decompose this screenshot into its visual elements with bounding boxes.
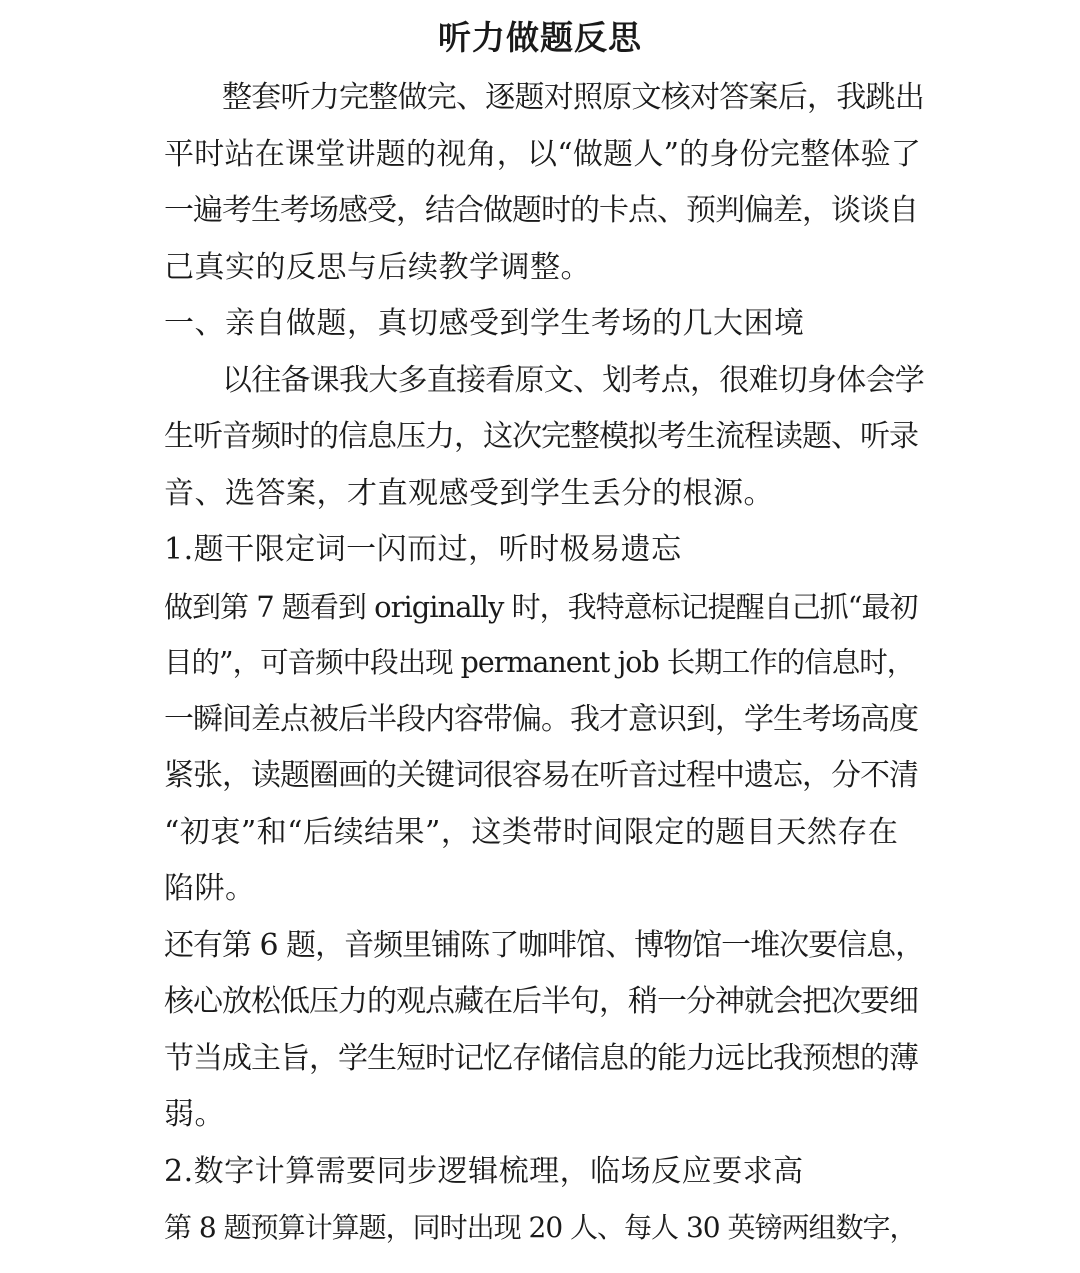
paragraph-line: 目的”，可音频中段出现 permanent job 长期工作的信息时， [164,646,915,679]
paragraph-line: 一遍考生考场感受，结合做题时的卡点、预判偏差，谈谈自 [164,193,918,228]
paragraph-line: 己真实的反思与后续教学调整。 [164,249,591,285]
document-body [164,70,924,1257]
paragraph-line: 弱。 [164,1097,225,1132]
paragraph-line: 以往备课我大多直接看原文、划考点，很难切身体会学 [222,362,924,398]
paragraph-line: 平时站在课堂讲题的视角，以“做题人”的身份完整体验了 [164,136,922,172]
subsection-heading: 1.题干限定词一闪而过，听时极易遗忘 [164,532,682,567]
paragraph-line: 核心放松低压力的观点藏在后半句，稍一分神就会把次要细 [164,984,918,1019]
paragraph-line: 第 8 题预算计算题，同时出现 20 人、每人 30 英镑两组数字， [164,1211,917,1244]
paragraph-line: 整套听力完整做完、逐题对照原文核对答案后，我跳出 [222,80,924,115]
paragraph-line: 陷阱。 [164,871,256,906]
section-heading: 一、亲自做题，真切感受到学生考场的几大困境 [164,306,805,341]
paragraph-line: “初衷”和“后续结果”，这类带时间限定的题目天然存在 [164,814,899,850]
paragraph-line: 生听音频时的信息压力，这次完整模拟考生流程读题、听录 [164,419,918,454]
paragraph-line: 音、选答案，才直观感受到学生丢分的根源。 [164,475,774,511]
paragraph-line: 一瞬间差点被后半段内容带偏。我才意识到，学生考场高度 [164,701,918,737]
paragraph-line: 还有第 6 题，音频里铺陈了咖啡馆、博物馆一堆次要信息， [164,927,925,963]
paragraph-line: 做到第 7 题看到 originally 时，我特意标记提醒自己抓“最初 [164,589,918,624]
paragraph-line: 节当成主旨，学生短时记忆存储信息的能力远比我预想的薄 [164,1040,918,1076]
paragraph-line: 紧张，读题圈画的关键词很容易在听音过程中遗忘，分不清 [164,758,918,793]
subsection-heading: 2.数字计算需要同步逻辑梳理，临场反应要求高 [164,1153,804,1189]
document-title: 听力做题反思 [438,18,642,57]
